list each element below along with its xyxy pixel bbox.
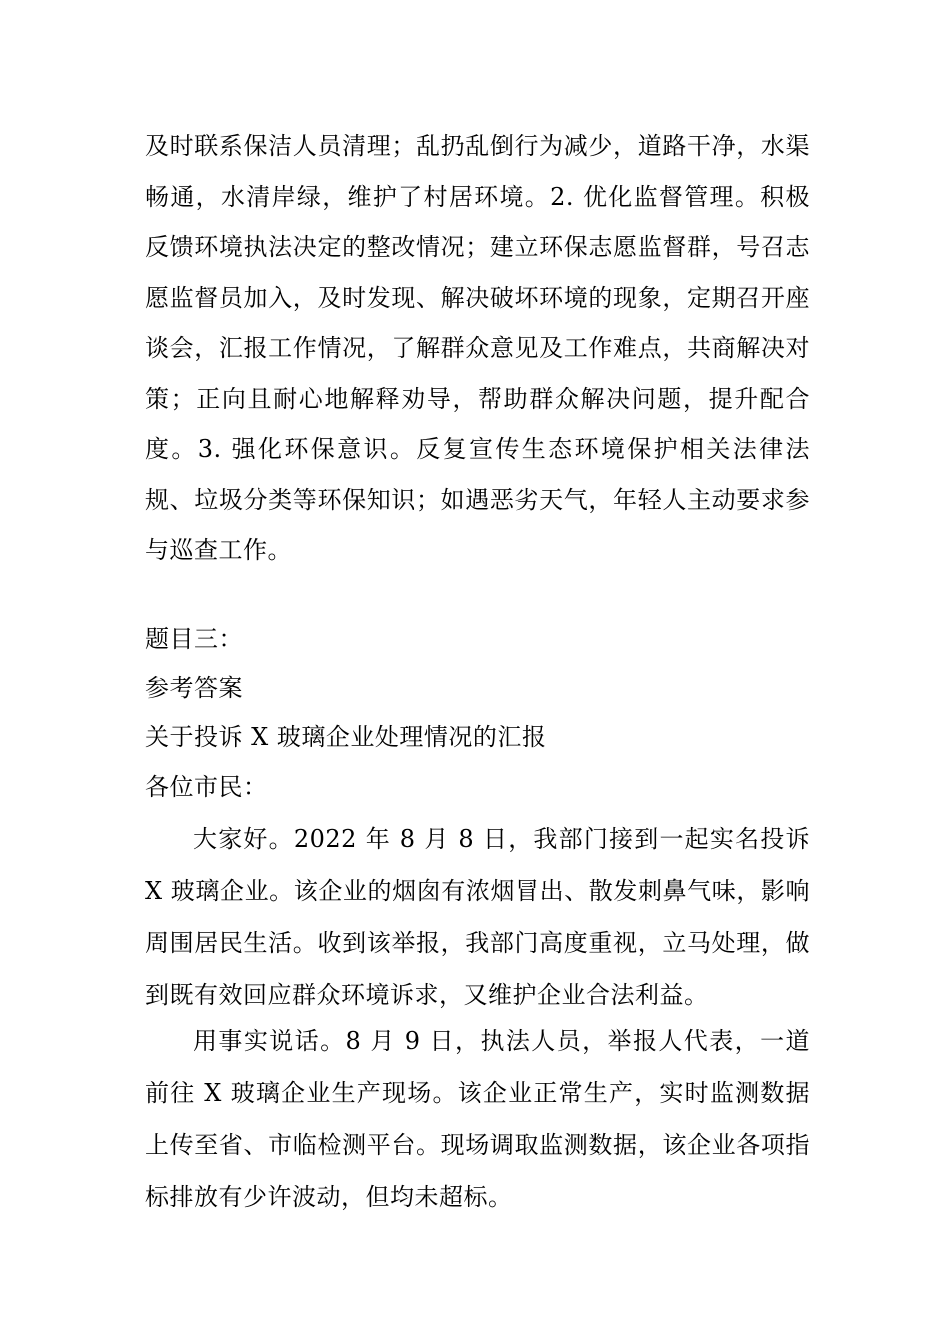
continuation-paragraph: 及时联系保洁人员清理；乱扔乱倒行为减少，道路干净，水渠畅通，水清岸绿，维护了村居环境。2. 优化监督管理。积极反馈环境执法决定的整改情况；建立环保志愿监督群，号召志愿监督员加入，及时发现、解决破坏环境的现象，定期召开座谈会，汇报工作情况，了解群众意见及工作难点，共商解决对策；正向且耐心地解释劝导，帮助群众解决问题，提升配合度。3. 强化环保意识。反复宣传生态环境保护相关法律法规、垃圾分类等环保知识；如遇恶劣天气，年轻人主动要求参与巡查工作。 [145,132,810,564]
salutation: 各位市民： [145,773,268,801]
body-paragraph-2: 用事实说话。8 月 9 日，执法人员，举报人代表，一道前往 X 玻璃企业生产现场。该企业正常生产，实时监测数据上传至省、市临检测平台。现场调取监测数据，该企业各项指标排放有少许波动，但均未超标。 [145,1027,810,1211]
report-title: 关于投诉 X 玻璃企业处理情况的汇报 [145,723,547,751]
question-heading: 题目三： [145,625,243,653]
answer-heading: 参考答案 [145,674,243,702]
body-paragraph-1: 大家好。2022 年 8 月 8 日，我部门接到一起实名投诉 X 玻璃企业。该企业的烟囱有浓烟冒出、散发刺鼻气味，影响周围居民生活。收到该举报，我部门高度重视，立马处理，做到既有效回应群众环境诉求，又维护企业合法利益。 [145,825,810,1009]
